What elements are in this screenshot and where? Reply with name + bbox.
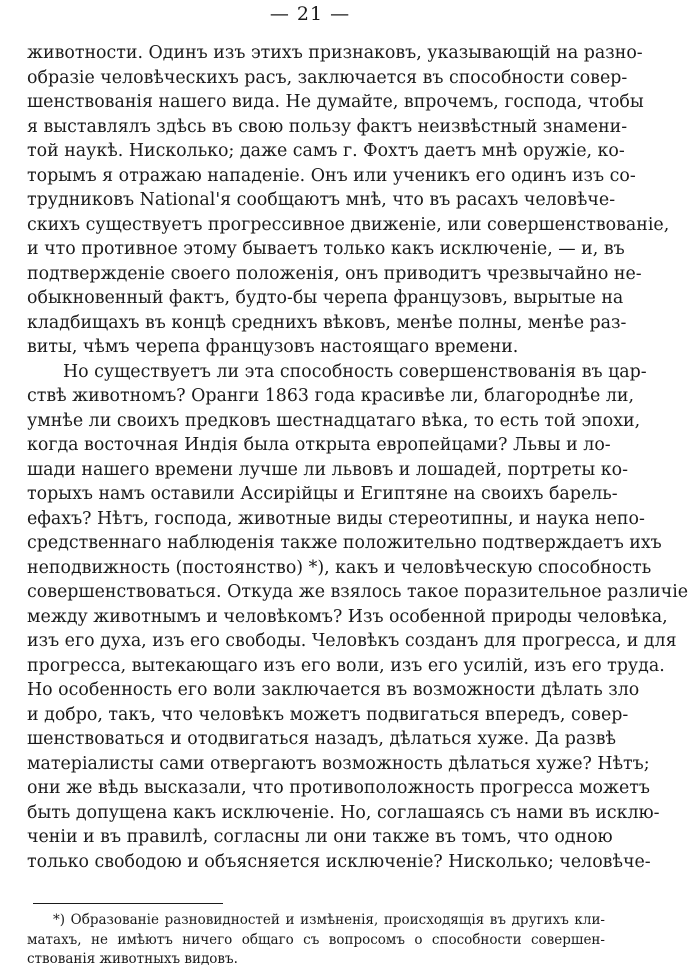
text-line: ефахъ? Нѣтъ, господа, животные виды стереотипны, и наука непо-	[27, 508, 645, 529]
footnote	[27, 911, 605, 970]
text-line: скихъ существуетъ прогрессивное движеніе, или совершенствованіе,	[27, 214, 670, 235]
text-line: ченіи и въ правилѣ, согласны ли они также въ томъ, что одною	[27, 827, 613, 847]
text-line: изъ его духа, изъ его свободы. Человѣкъ созданъ для прогресса, и для	[27, 631, 677, 651]
text-line: шенствованія нашего вида. Не думайте, впрочемъ, господа, чтобы	[27, 92, 644, 112]
text-line: матеріалисты сами отвергаютъ возможность дѣлаться хуже? Нѣтъ;	[27, 753, 650, 774]
text-line: животности. Одинъ изъ этихъ признаковъ, указывающій на разно-	[27, 43, 643, 63]
main-text	[27, 41, 688, 874]
text-line: шенствоваться и отодвигаться назадъ, дѣлаться хуже. Да развѣ	[27, 729, 616, 749]
text-line: когда восточная Индія была открыта европейцами? Львы и ло-	[27, 435, 611, 455]
text-line: быть допущена какъ исключеніе. Но, соглашаясь съ нами въ исклю-	[27, 802, 660, 823]
text-line: ствѣ животномъ? Оранги 1863 года красивѣе ли, благороднѣе ли,	[27, 386, 635, 406]
text-line: только свободою и объясняется исключеніе? Нисколько; человѣче-	[27, 851, 651, 872]
text-line: той наукѣ. Нисколько; даже самъ г. Фохтъ даетъ мнѣ оружіе, ко-	[27, 141, 625, 161]
text-line: торыхъ намъ оставили Ассирійцы и Египтяне на своихъ барель-	[27, 484, 618, 504]
text-line: Но особенность его воли заключается въ возможности дѣлать зло	[27, 680, 640, 700]
text-line: образіе человѣческихъ расъ, заключается въ способности совер-	[27, 67, 628, 88]
text-line: и что противное этому бываетъ только какъ исключеніе, — и, въ	[27, 239, 625, 259]
text-line: обыкновенный фактъ, будто-бы черепа французовъ, вырытые на	[27, 288, 624, 308]
text-line: Но существуетъ ли эта способность совершенствованія въ цар-	[63, 361, 647, 382]
text-line: между животнымъ и человѣкомъ? Изъ особенной природы человѣка,	[27, 606, 668, 627]
text-line: неподвижность (постоянство) *), какъ и человѣческую способность	[27, 557, 652, 578]
footnote-line: ствованія животныхъ видовъ.	[27, 951, 238, 967]
text-line: совершенствоваться. Откуда же взялось такое поразительное различіе	[27, 582, 688, 602]
page-number: — 21 —	[269, 3, 351, 25]
footnote-divider	[33, 903, 223, 904]
footnote-line: *) Образованіе разновидностей и измѣненія, происходящія въ другихъ кли-	[53, 912, 605, 928]
text-line: кладбищахъ въ концѣ среднихъ вѣковъ, менѣе полны, менѣе раз-	[27, 312, 627, 333]
text-line: шади нашего времени лучше ли львовъ и лошадей, портреты ко-	[27, 459, 628, 480]
text-line: торымъ я отражаю нападеніе. Онъ или ученикъ его одинъ изъ со-	[27, 165, 636, 186]
text-line: они же вѣдь высказали, что противоположность прогресса можетъ	[27, 778, 650, 798]
text-line: и добро, такъ, что человѣкъ можетъ подвигаться впередъ, совер-	[27, 704, 629, 725]
footnote-line: матахъ, не имѣютъ ничего общаго съ вопросомъ о способности совершен-	[27, 931, 605, 948]
text-line: умнѣе ли своихъ предковъ шестнадцатаго вѣка, то есть той эпохи,	[27, 410, 641, 431]
text-line: я выставлялъ здѣсь въ свою пользу фактъ неизвѣстный знамени-	[27, 116, 628, 137]
text-line: средственнаго наблюденія также положительно подтверждаетъ ихъ	[27, 533, 662, 553]
text-line: виты, чѣмъ черепа французовъ настоящаго времени.	[27, 337, 519, 357]
text-line: подтвержденіе своего положенія, онъ приводитъ чрезвычайно не-	[27, 263, 642, 284]
text-line: прогресса, вытекающаго изъ его воли, изъ его усилій, изъ его труда.	[27, 655, 665, 676]
text-line: трудниковъ National'я сообщаютъ мнѣ, что въ расахъ человѣче-	[27, 190, 616, 210]
